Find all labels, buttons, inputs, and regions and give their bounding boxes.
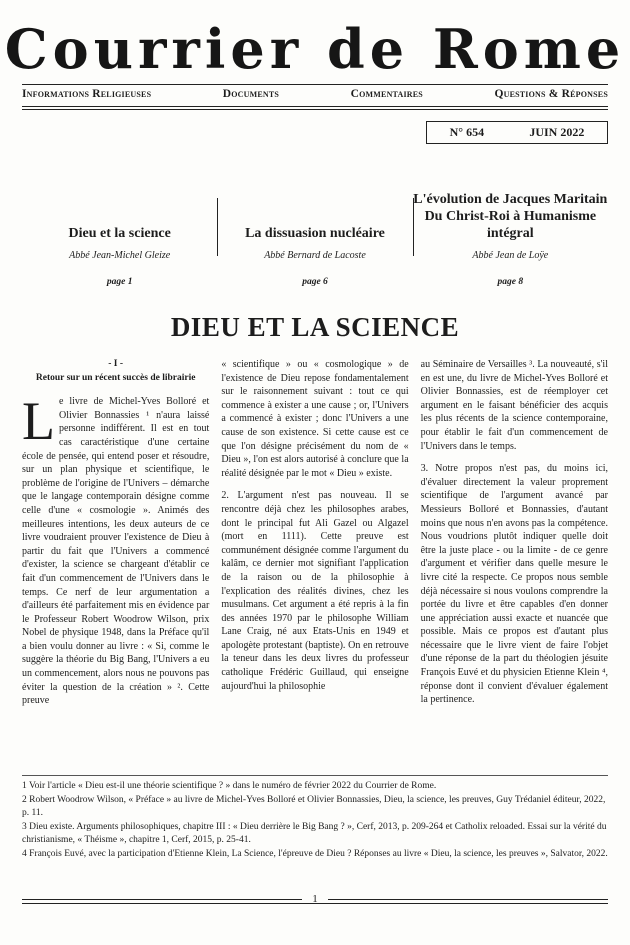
toc-title: L'évolution de Jacques Maritain Du Christ-Roi à Humanisme intégral	[413, 192, 608, 241]
section-nav	[22, 88, 608, 100]
toc-item[interactable]	[413, 190, 608, 285]
column-1	[22, 358, 209, 717]
drop-cap: L	[22, 391, 55, 452]
nav-item-informations[interactable]: Informations Religieuses	[22, 88, 152, 100]
toc-title: Dieu et la science	[68, 226, 171, 241]
toc-item[interactable]	[22, 190, 217, 285]
toc-author: Abbé Jean de Loÿe	[472, 250, 549, 261]
masthead-title: Courrier de Rome	[4, 17, 626, 81]
section-title: Retour sur un récent succès de librairie	[35, 372, 196, 383]
column-3	[421, 358, 608, 717]
footnotes	[22, 780, 608, 862]
nav-rule-2	[22, 109, 608, 110]
nav-rule-1	[22, 106, 608, 107]
table-of-contents	[22, 190, 608, 285]
issue-date: JUIN 2022	[529, 125, 585, 139]
toc-page: page 1	[106, 277, 133, 287]
toc-author: Abbé Jean-Michel Gleize	[69, 250, 171, 261]
footnote-rule	[22, 775, 608, 776]
paragraph: 3. Notre propos n'est pas, du moins ici, d'évaluer directement la valeur proprement scientifique de l'argument avancé par Messieurs Bolloré et Bonnassies, d'autant moins que nous n'en avons pas la compétence. Nous voudrions plutôt indiquer quelle doit être la juste place - ou la limite - de ce genre d'argument et vérifier dans quelle mesure le livre cité la respecte. Ce propos nous semble déjà nécessaire si nous voulons comprendre la portée du livre et être capables d'en donner une appréciation aussi exacte et nuancée que possible. Mais ce propos est d'autant plus nécessaire que le livre vient de faire l'objet d'une réponse de la part du théologien jésuite François Euvé et du physicien Etienne Klein ⁴, réponse dont il convient d'évaluer également la pertinence.	[420, 463, 608, 706]
column-2	[221, 358, 408, 717]
masthead	[0, 14, 630, 84]
paragraph: 2. L'argument n'est pas nouveau. Il se rencontre déjà chez les philosophes arabes, dont le principal fut Ali Gazel ou Algazel (mort en 1111). Cette preuve est communément désignée comme l'argument du kalâm, ce dernier mot signifiant l'application de la raison ou de la philosophie à l'explication des réalités divines, chez les musulmans. Cet argument a été repris à la fin des années 1970 par le philosophe William Lane Craig, né aux Etats-Unis en 1949 et apologète protestant (baptiste). On en retrouve la teneur dans les deux livres du professeur catholique Frédéric Guillaud, qui enseigne aujourd'hui la philosophie	[221, 490, 409, 692]
toc-item[interactable]	[217, 190, 412, 285]
footnote: 4 François Euvé, avec la participation d'Etienne Klein, La Science, l'épreuve de Dieu ? Réponses au livre « Dieu, la science, les preuves », Salvator, 2022.	[22, 849, 608, 859]
toc-author: Abbé Bernard de Lacoste	[264, 250, 366, 261]
article-title: DIEU ET LA SCIENCE	[170, 312, 460, 342]
issue-box	[426, 121, 608, 144]
toc-page: page 6	[302, 277, 328, 287]
page-number-value: 1	[302, 893, 328, 905]
footnote: 1 Voir l'article « Dieu est-il une théorie scientifique ? » dans le numéro de février 2022 du Courrier de Rome.	[22, 781, 437, 791]
footnote: 3 Dieu existe. Arguments philosophiques, chapitre III : « Dieu derrière le Big Bang ? », Cerf, 2013, p. 209-264 et Catholix reloaded. Essai sur la vérité du christianisme, « Théisme », chapitre 1, Cerf, 2015, p. 25-41.	[22, 822, 607, 845]
toc-page: page 8	[497, 277, 524, 287]
paragraph-text: e livre de Michel-Yves Bolloré et Olivier Bonnassies ¹ n'aura laissé personne indifférent. Il est en tout cas caractéristique d'une certaine école de pensée, qui entend poser et résoudre, sur un plan physique et scientifique, le problème de l'origine de l'Univers – démarche que le langage contemporain désigne comme celle d'une « cosmologie ». Animés des meilleures intentions, les deux auteurs de ce livre voudraient prouver l'existence de Dieu à partir du fait que l'Univers a commencé d'exister, la science se chargeant d'établir ce fait d'un commencement de l'Univers dans le temps. Ce nerf de leur argumentation a d'ailleurs été parfaitement mis en évidence par le Professeur Robert Woodrow Wilson, prix Nobel de physique 1948, dans la Préface qu'il a bien voulu donner au livre : « Si, comme le suggère la théorie du Big Bang, l'Univers a eu un commencement, alors nous ne pouvons pas éviter la question de la création » ². Cette preuve	[22, 396, 210, 707]
section-number: - I -	[108, 359, 124, 369]
toc-title: La dissuasion nucléaire	[245, 226, 385, 241]
paragraph: au Séminaire de Versailles ³. La nouveauté, s'il en est une, du livre de Michel-Yves Bolloré et Olivier Bonnassies, est de réemployer cet argument en le faisant bénéficier des acquis les plus récents de la science contemporaine, pour établir le fait d'un commencement de l'Univers dans le temps.	[420, 359, 608, 452]
nav-item-questions[interactable]: Questions & Réponses	[494, 88, 608, 100]
paragraph	[22, 391, 210, 708]
footer-rule-2	[22, 903, 608, 904]
nav-item-documents[interactable]: Documents	[222, 88, 280, 100]
article-body	[22, 358, 608, 717]
issue-number: N° 654	[449, 125, 485, 139]
paragraph: « scientifique » ou « cosmologique » de l'existence de Dieu repose fondamentalement sur le raisonnement suivant : tout ce qui commence à exister a une cause ; or, l'Univers a commencé à exister ; donc l'Univers a une cause de son existence. Si cette cause est ce que l'on désigne précisément du nom de « Dieu », l'on est alors autorisé à conclure que la réalité désignée par le mot « Dieu » existe.	[221, 359, 409, 479]
footnote: 2 Robert Woodrow Wilson, « Préface » au livre de Michel-Yves Bolloré et Olivier Bonnassies, Dieu, la science, les preuves, Guy Trédaniel éditeur, 2022, p. 11.	[22, 795, 606, 818]
nav-item-commentaires[interactable]: Commentaires	[350, 88, 423, 100]
masthead-rule	[22, 84, 608, 85]
